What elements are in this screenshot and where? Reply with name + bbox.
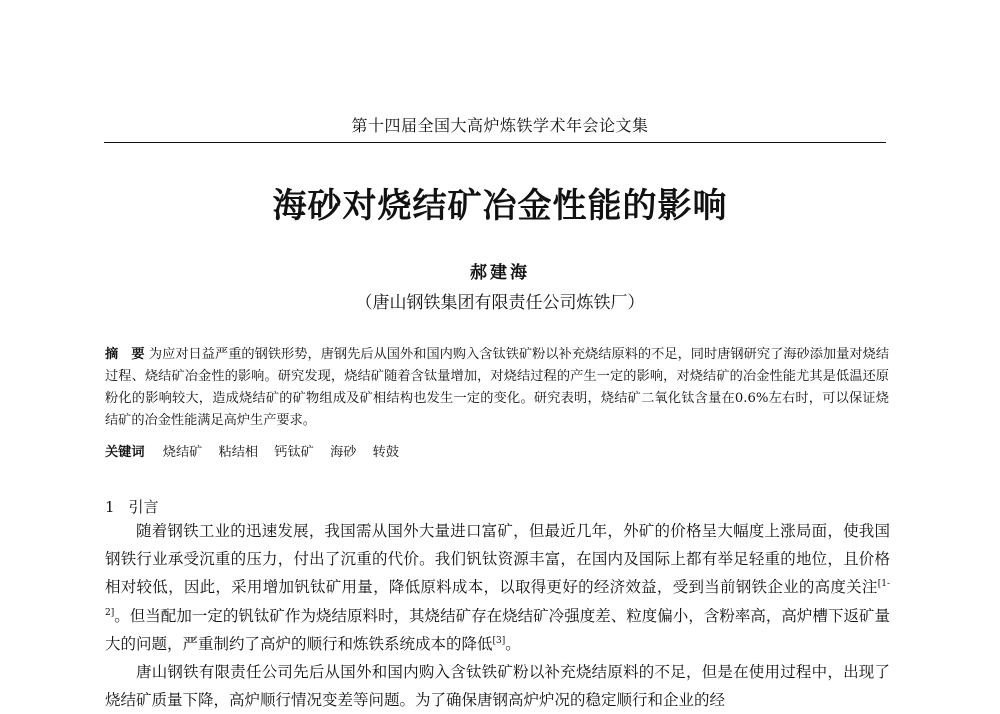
paragraph xyxy=(105,517,890,658)
abstract xyxy=(105,344,889,432)
author-name: 郝建海 xyxy=(470,263,530,283)
section-number: 1 xyxy=(105,498,115,516)
citation: [1-2] xyxy=(105,579,890,618)
body-text xyxy=(105,517,890,714)
keyword: 转鼓 xyxy=(372,445,400,460)
paragraph-text: 。但当配加一定的钒钛矿作为烧结原料时，其烧结矿存在烧结矿冷强度差、粒度偏小，含粉率高，高炉槽下返矿量大的问题，严重制约了高炉的顺行和炼铁系统成本的降低 xyxy=(105,606,890,653)
citation: [3] xyxy=(492,635,506,646)
keyword: 海砂 xyxy=(330,445,357,460)
paragraph-text: 。 xyxy=(505,634,521,653)
keyword: 钙钛矿 xyxy=(274,445,314,460)
abstract-text: 为应对日益严重的钢铁形势，唐钢先后从国外和国内购入含钛铁矿粉以补充烧结原料的不足，同时唐钢研究了海砂添加量对烧结过程、烧结矿冶金性的影响。研究发现，烧结矿随着含钛量增加，对烧结过程的产生一定的影响，对烧结矿的冶金性能尤其是低温还原粉化的影响较大，造成烧结矿的矿物组成及矿相结构也发生一定的变化。研究表明，烧结矿二氧化钛含量在0.6%左右时，可以保证烧结矿的冶金性能满足高炉生产要求。 xyxy=(105,347,890,428)
header-rule xyxy=(104,142,886,143)
section-heading xyxy=(105,496,159,517)
keywords xyxy=(105,441,889,460)
abstract-label: 摘 要 xyxy=(105,347,145,362)
paper-title: 海砂对烧结矿冶金性能的影响 xyxy=(272,186,728,226)
paragraph-text: 唐山钢铁有限责任公司先后从国外和国内购入含钛铁矿粉以补充烧结原料的不足，但是在使用过程中，出现了烧结矿质量下降，高炉顺行情况变差等问题。为了确保唐钢高炉炉况的稳定顺行和企业的经 xyxy=(105,663,890,710)
author-affiliation: （唐山钢铁集团有限责任公司炼铁厂） xyxy=(355,293,645,313)
section-title: 引言 xyxy=(128,498,159,516)
paragraph xyxy=(105,658,890,714)
keywords-label: 关键词 xyxy=(105,445,145,460)
paragraph-text: 随着钢铁工业的迅速发展，我国需从国外大量进口富矿，但最近几年，外矿的价格呈大幅度上涨局面，使我国钢铁行业承受沉重的压力，付出了沉重的代价。我们钒钛资源丰富，在国内及国际上都有举足轻重的地位，且价格相对较低，因此，采用增加钒钛矿用量，降低原料成本，以取得更好的经济效益，受到当前钢铁企业的高度关注 xyxy=(105,522,890,597)
running-header: 第十四届全国大高炉炼铁学术年会论文集 xyxy=(351,116,649,135)
keyword: 粘结相 xyxy=(218,445,259,460)
keyword: 烧结矿 xyxy=(162,445,203,460)
